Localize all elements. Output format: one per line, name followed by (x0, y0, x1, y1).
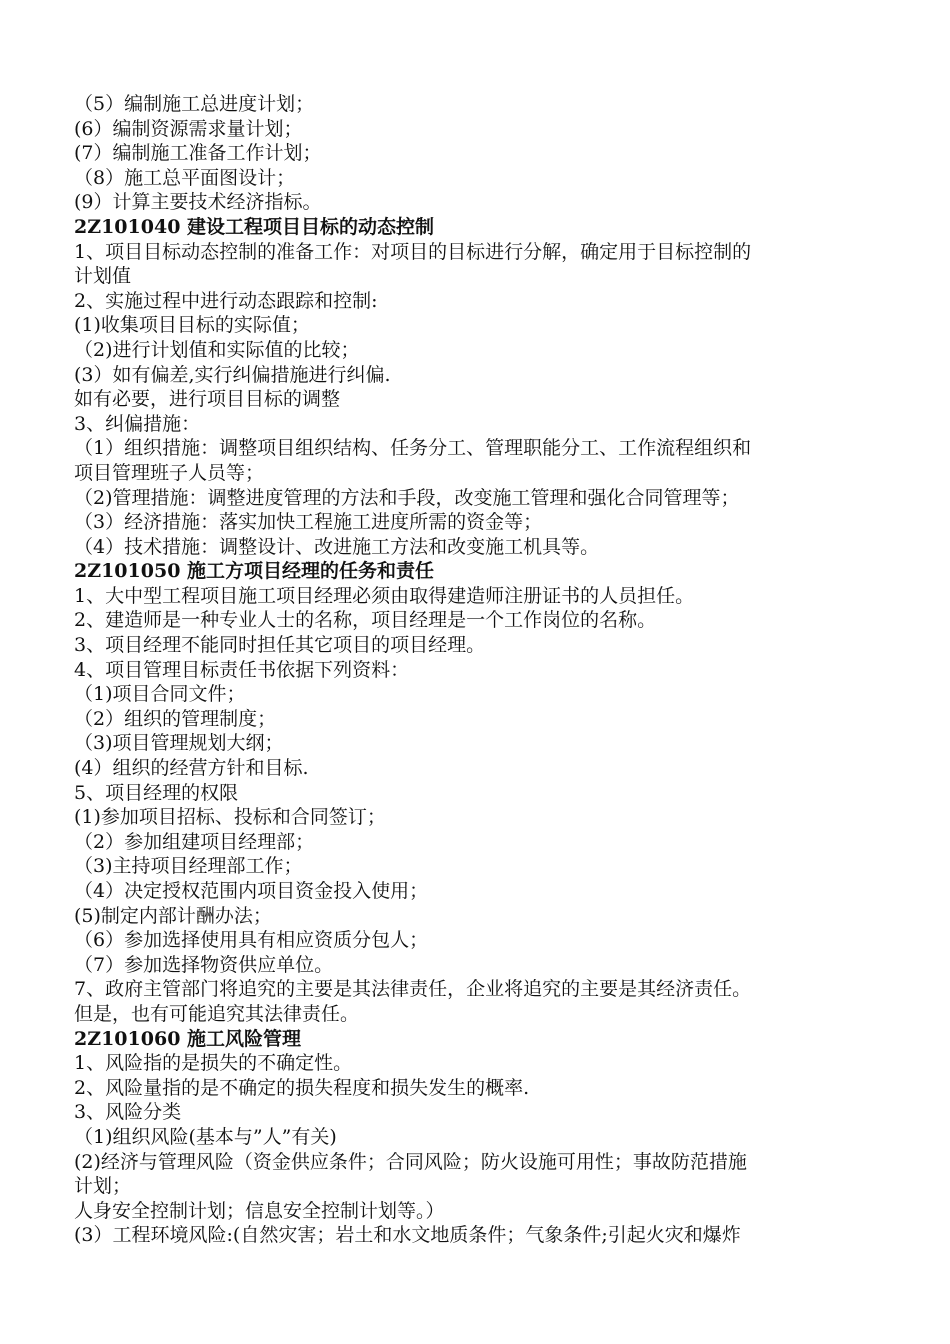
text-line: 1、风险指的是损失的不确定性。 (74, 1052, 353, 1075)
text-line: （2）组织的管理制度； (74, 707, 277, 730)
text-line: （3)主持项目经理部工作； (74, 855, 303, 878)
text-line: (6）编制资源需求量计划； (74, 117, 303, 140)
text-line: （4）决定授权范围内项目资金投入使用； (74, 880, 429, 902)
text-line: 3、风险分类 (74, 1101, 182, 1124)
text-line: (1)收集项目目标的实际值； (74, 314, 310, 337)
text-line: （7）参加选择物资供应单位。 (74, 953, 334, 976)
section-heading: 2Z101040 建设工程项目目标的动态控制 (74, 215, 435, 238)
text-line: 项目管理班子人员等； (74, 461, 265, 484)
text-line: 计划值 (74, 265, 132, 288)
text-line: 5、项目经理的权限 (74, 781, 239, 804)
text-line: (2)经济与管理风险（资金供应条件；合同风险；防火设施可用性；事故防范措施 (74, 1150, 747, 1173)
section-heading: 2Z101060 施工风险管理 (74, 1027, 302, 1050)
text-line: (3）如有偏差,实行纠偏措施进行纠偏. (74, 363, 391, 386)
text-line: 2、建造师是一种专业人士的名称，项目经理是一个工作岗位的名称。 (74, 609, 657, 632)
text-line: (5)制定内部计酬办法； (74, 904, 272, 927)
text-line: （2）参加组建项目经理部； (74, 830, 315, 853)
text-line: (7）编制施工准备工作计划； (74, 142, 322, 165)
document-page (74, 92, 874, 1248)
section-heading: 2Z101050 施工方项目经理的任务和责任 (74, 560, 435, 583)
text-line: 2、实施过程中进行动态跟踪和控制: (74, 289, 378, 312)
text-line: （3)项目管理规划大纲； (74, 732, 284, 755)
text-line: 1、项目目标动态控制的准备工作：对项目的目标进行分解，确定用于目标控制的 (74, 240, 752, 263)
text-line: 人身安全控制计划；信息安全控制计划等。） (74, 1199, 445, 1222)
text-line: （8）施工总平面图设计； (74, 166, 296, 189)
text-line: 4、项目管理目标责任书依据下列资料： (74, 658, 410, 681)
text-line: 3、项目经理不能同时担任其它项目的项目经理。 (74, 634, 486, 657)
text-line: 3、纠偏措施： (74, 412, 201, 435)
text-line: （2)管理措施：调整进度管理的方法和手段，改变施工管理和强化合同管理等； (74, 486, 740, 509)
text-line: (3）工程环境风险:(自然灾害；岩土和水文地质条件；气象条件;引起火灾和爆炸 (74, 1224, 741, 1247)
text-line: 但是，也有可能追究其法律责任。 (74, 1002, 360, 1025)
text-line: (4）组织的经营方针和目标. (74, 757, 309, 780)
text-line: （1）组织措施：调整项目组织结构、任务分工、管理职能分工、工作流程组织和 (74, 437, 752, 460)
text-line: 如有必要，进行项目目标的调整 (74, 388, 341, 411)
text-line: 7、政府主管部门将追究的主要是其法律责任，企业将追究的主要是其经济责任。 (74, 978, 752, 1001)
text-line: （5）编制施工总进度计划； (74, 93, 315, 115)
text-line: (1)参加项目招标、投标和合同签订； (74, 806, 386, 829)
text-line: 1、大中型工程项目施工项目经理必须由取得建造师注册证书的人员担任。 (74, 584, 695, 607)
text-line: 计划； (74, 1175, 132, 1198)
text-line: （3）经济措施：落实加快工程施工进度所需的资金等； (74, 511, 543, 534)
text-line: （4）技术措施：调整设计、改进施工方法和改变施工机具等。 (74, 535, 600, 558)
text-line: 2、风险量指的是不确定的损失程度和损失发生的概率. (74, 1076, 530, 1099)
text-line: （1)组织风险(基本与”人”有关) (74, 1125, 337, 1148)
text-line: （1)项目合同文件； (74, 683, 246, 706)
text-line: (9）计算主要技术经济指标。 (74, 191, 322, 214)
text-line: （2)进行计划值和实际值的比较； (74, 338, 360, 361)
text-line: （6）参加选择使用具有相应资质分包人； (74, 929, 429, 952)
